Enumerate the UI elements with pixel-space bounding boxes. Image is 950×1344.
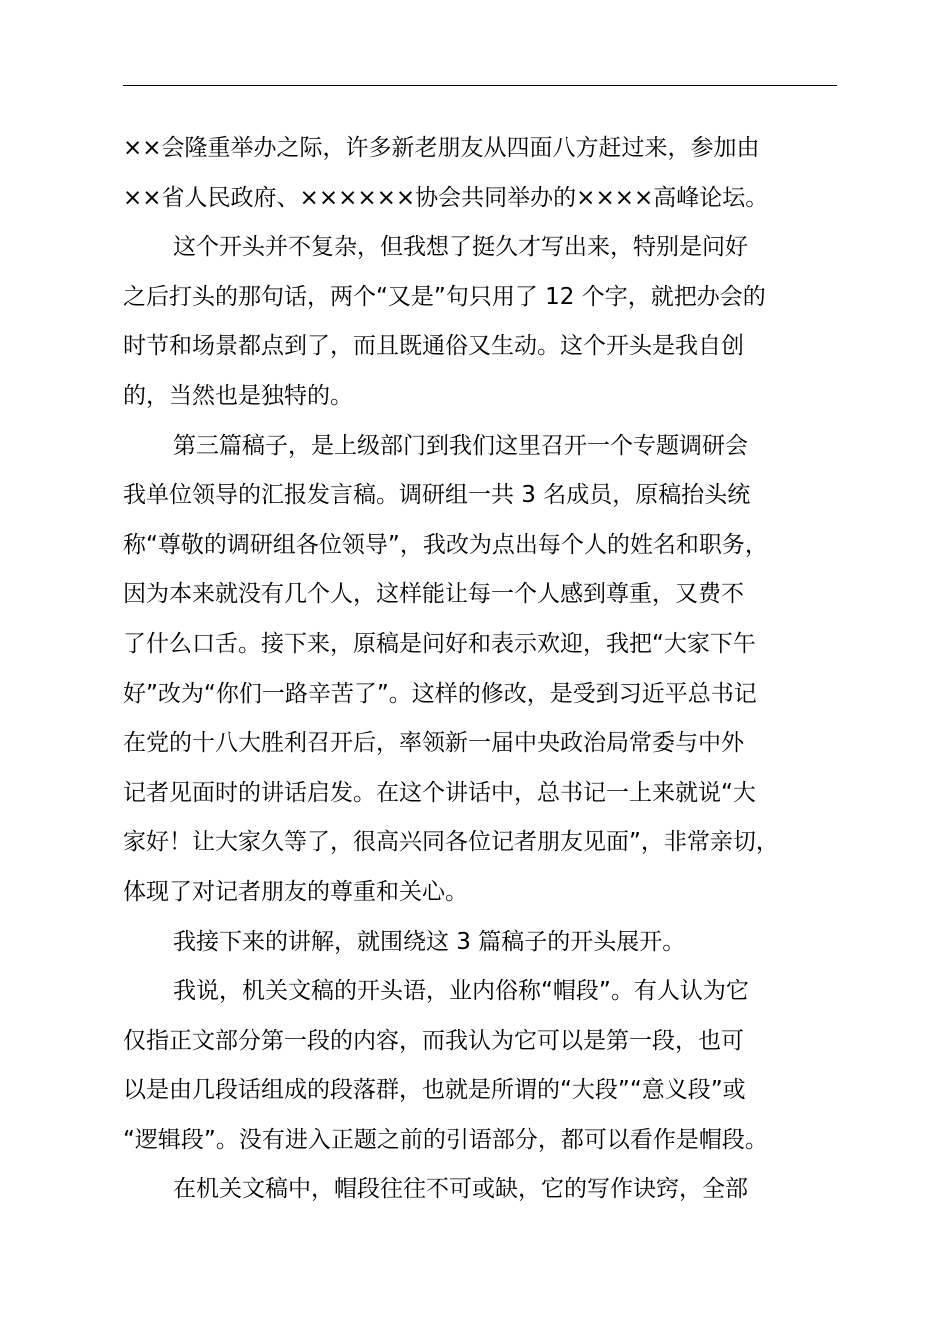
text-line: 时节和场景都点到了，而且既通俗又生动。这个开头是我自创 — [123, 333, 744, 360]
text-line: 第三篇稿子，是上级部门到我们这里召开一个专题调研会 — [173, 432, 748, 459]
text-line: 好”改为“你们一路辛苦了”。这样的修改，是受到习近平总书记 — [123, 680, 757, 707]
text-line: 这个开头并不复杂，但我想了挺久才写出来，特别是问好 — [173, 234, 748, 261]
text-line: 体现了对记者朋友的尊重和关心。 — [123, 878, 468, 905]
text-line: ××会隆重举办之际，许多新老朋友从四面八方赶过来，参加由 — [123, 135, 760, 161]
text-line: 我接下来的讲解，就围绕这 3 篇稿子的开头展开。 — [173, 928, 686, 955]
header-rule — [123, 85, 837, 86]
text-line: 因为本来就没有几个人，这样能让每一个人感到尊重，又费不 — [123, 581, 744, 608]
text-line: 家好！让大家久等了，很高兴同各位记者朋友见面”，非常亲切， — [123, 829, 779, 856]
text-line: 的，当然也是独特的。 — [123, 382, 353, 409]
text-line: 我单位领导的汇报发言稿。调研组一共 3 名成员，原稿抬头统 — [123, 482, 751, 509]
text-line: 在机关文稿中，帽段往往不可或缺，它的写作诀窍，全部 — [173, 1176, 748, 1203]
text-line: 仅指正文部分第一段的内容，而我认为它可以是第一段，也可 — [123, 1027, 744, 1054]
text-line: 在党的十八大胜利召开后，率领新一届中央政治局常委与中外 — [123, 730, 744, 757]
text-line: 之后打头的那句话，两个“又是”句只用了 12 个字，就把办会的 — [123, 283, 766, 310]
text-line: 记者见面时的讲话启发。在这个讲话中，总书记一上来就说“大 — [123, 779, 756, 806]
body-text — [123, 124, 837, 1215]
text-line: ××省人民政府、××××××协会共同举办的××××高峰论坛。 — [123, 184, 769, 211]
text-line: 我说，机关文稿的开头语，业内俗称“帽段”。有人认为它 — [173, 978, 749, 1005]
text-line: 以是由几段话组成的段落群，也就是所谓的“大段”“意义段”或 — [123, 1077, 746, 1104]
text-line: “逻辑段”。没有进入正题之前的引语部分，都可以看作是帽段。 — [123, 1126, 768, 1153]
text-line: 称“尊敬的调研组各位领导”，我改为点出每个人的姓名和职务， — [123, 531, 768, 558]
text-line: 了什么口舌。接下来，原稿是问好和表示欢迎，我把“大家下午 — [123, 630, 756, 657]
